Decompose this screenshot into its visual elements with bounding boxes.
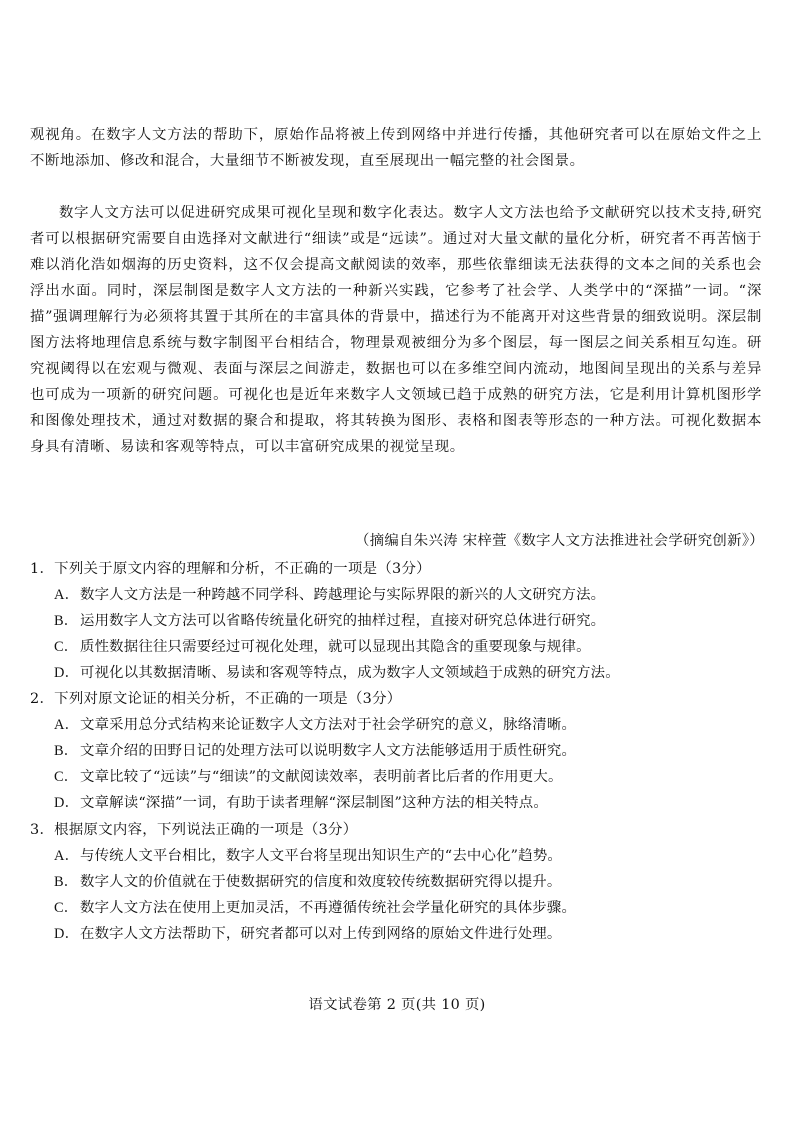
option-text: 文章解读“深描”一词，有助于读者理解“深层制图”这种方法的相关特点。: [80, 795, 548, 811]
option-d: [30, 660, 770, 686]
option-b: [30, 869, 770, 895]
option-a: [30, 843, 770, 869]
question-stem: 3．根据原文内容，下列说法正确的一项是（3分）: [30, 822, 358, 838]
option-label: C．: [54, 639, 79, 655]
option-d: [30, 921, 770, 947]
question-stem: 2．下列对原文论证的相关分析，不正确的一项是（3分）: [30, 691, 402, 707]
option-label: A．: [54, 717, 80, 733]
option-c: [30, 634, 770, 660]
option-text: 文章采用总分式结构来论证数字人文方法对于社会学研究的意义，脉络清晰。: [80, 717, 577, 733]
option-text: 数字人文方法在使用上更加灵活，不再遵循传统社会学量化研究的具体步骤。: [80, 900, 577, 916]
page-footer: 语文试卷第 2 页(共 10 页): [308, 997, 486, 1013]
option-label: D．: [54, 795, 80, 811]
option-d: [30, 790, 770, 816]
option-text: 质性数据往往只需要经过可视化处理，就可以显现出其隐含的重要现象与规律。: [80, 639, 591, 655]
option-text: 与传统人文平台相比，数字人文平台将呈现出知识生产的“去中心化”趋势。: [80, 848, 563, 864]
option-a: [30, 582, 770, 608]
option-text: 运用数字人文方法可以省略传统量化研究的抽样过程，直接对研究总体进行研究。: [80, 613, 606, 629]
option-label: B．: [54, 613, 79, 629]
option-c: [30, 895, 770, 921]
option-text: 数字人文方法是一种跨越不同学科、跨越理论与实际界限的新兴的人文研究方法。: [80, 587, 606, 603]
option-label: A．: [54, 587, 80, 603]
question-2: [30, 686, 770, 816]
passage-paragraph-2: 数字人文方法可以促进研究成果可视化呈现和数字化表达。数字人文方法也给予文献研究以技术支持,研究者可以根据研究需要自由选择对文献进行“细读”或是“远读”。通过对大量文献的量化分析，研究者不再苦恼于难以消化浩如烟海的历史资料，这不仅会提高文献阅读的效率，那些依靠细读无法获得的文本之间的关系也会浮出水面。同时，深层制图是数字人文方法的一种新兴实践，它参考了社会学、人类学中的“深描”一词。“深描”强调理解行为必须将其置于其所在的丰富具体的背景中，描述行为不能离开对这些背景的细致说明。深层制图方法将地理信息系统与数字制图平台相结合，物理景观被细分为多个图层，每一图层之间关系相互勾连。研究视阈得以在宏观与微观、表面与深层之间游走，数据也可以在多维空间内流动，地图间呈现出的关系与差异也可成为一项新的研究问题。可视化也是近年来数字人文领域已趋于成熟的研究方法，它是利用计算机图形学和图像处理技术，通过对数据的聚合和提取，将其转换为图形、表格和图表等形态的一种方法。可视化数据本身具有清晰、易读和客观等特点，可以丰富研究成果的视觉呈现。: [30, 205, 762, 455]
option-label: A．: [54, 848, 80, 864]
option-b: [30, 738, 770, 764]
option-text: 文章比较了“远读”与“细读”的文献阅读效率，表明前者比后者的作用更大。: [80, 769, 563, 785]
option-label: C．: [54, 900, 79, 916]
option-label: C．: [54, 769, 79, 785]
option-b: [30, 608, 770, 634]
option-label: B．: [54, 874, 79, 890]
question-3: [30, 817, 770, 947]
question-1: [30, 556, 770, 686]
option-c: [30, 764, 770, 790]
option-label: B．: [54, 743, 79, 759]
option-text: 数字人文的价值就在于使数据研究的信度和效度较传统数据研究得以提升。: [80, 874, 562, 890]
passage-paragraph-1: 观视角。在数字人文方法的帮助下，原始作品将被上传到网络中并进行传播，其他研究者可以在原始文件之上不断地添加、修改和混合，大量细节不断被发现，直至展现出一幅完整的社会图景。: [30, 127, 762, 169]
option-label: D．: [54, 665, 80, 681]
option-text: 可视化以其数据清晰、易读和客观等特点，成为数字人文领域趋于成熟的研究方法。: [80, 665, 620, 681]
option-text: 在数字人文方法帮助下，研究者都可以对上传到网络的原始文件进行处理。: [80, 926, 562, 942]
passage-source: （摘编自朱兴涛 宋梓萱《数字人文方法推进社会学研究创新》）: [354, 533, 764, 549]
option-label: D．: [54, 926, 80, 942]
question-stem: 1．下列关于原文内容的理解和分析，不正确的一项是（3分）: [30, 561, 431, 577]
option-text: 文章介绍的田野日记的处理方法可以说明数字人文方法能够适用于质性研究。: [80, 743, 577, 759]
option-a: [30, 712, 770, 738]
